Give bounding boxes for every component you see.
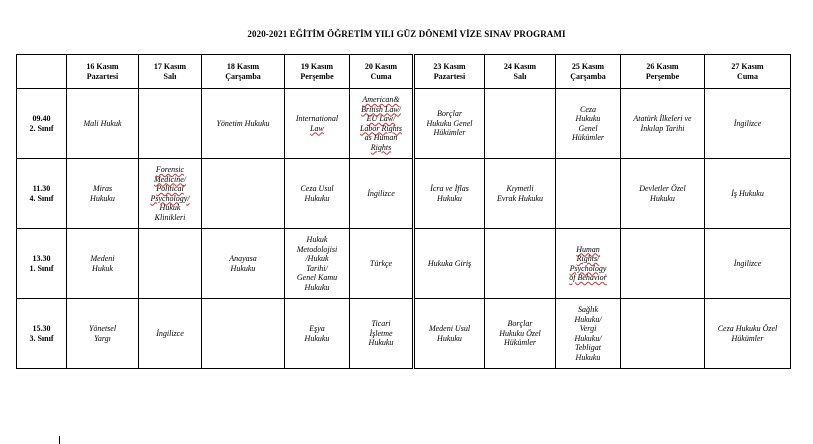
cell-line: Hukuku [575, 352, 601, 362]
time-slot-cell [17, 159, 67, 229]
cell-line: Cuma [370, 71, 392, 81]
cell-line: Atatürk İlkeleri ve [633, 114, 692, 123]
page-title: 2020-2021 EĞİTİM ÖĞRETİM YILI GÜZ DÖNEMİ VİZE SINAV PROGRAMI [247, 29, 566, 39]
table-row [17, 299, 791, 369]
cell-line: İngilizce [156, 328, 184, 338]
cell-line: Labor Rights [359, 123, 402, 133]
cell-line: Pazartesi [433, 71, 466, 81]
cell-line: 23 Kasım [433, 62, 466, 71]
cell-line: Hukuku [368, 338, 394, 348]
cell-line: Hükümler [731, 333, 764, 343]
time-slot-cell [17, 299, 67, 369]
header-row [17, 55, 791, 89]
cell-line: Pazartesi [86, 71, 119, 81]
class-label: 3. Sınıf [29, 333, 54, 343]
exam-cell [485, 229, 556, 299]
cell-line: 25 Kasım [571, 62, 605, 71]
exam-cell [202, 89, 285, 159]
table-row [17, 89, 791, 159]
exam-cell [67, 229, 139, 299]
class-label: 1. Sınıf [29, 263, 54, 273]
corner-cell [17, 55, 67, 89]
cell-line: British Law/ [361, 104, 401, 114]
exam-cell [414, 299, 485, 369]
time-label: 09.40 [32, 114, 51, 123]
cell-line: Yönetim Hukuku [216, 118, 270, 128]
exam-cell [705, 159, 791, 229]
cell-line: Ceza Usul [300, 184, 334, 193]
day-header [139, 55, 202, 89]
cell-line: Mali Hukuk [83, 118, 122, 128]
cell-line: İşletme [369, 328, 393, 338]
exam-cell [202, 159, 285, 229]
cell-line: Genel [578, 123, 598, 133]
cell-line: İngilizce [733, 118, 762, 128]
cell-line: Hukuku [575, 114, 601, 123]
exam-cell [705, 299, 791, 369]
cell-line: Türkçe [369, 258, 393, 268]
cell-line: Hukuku/ [574, 314, 602, 324]
cell-line: Medeni Usul [428, 324, 471, 333]
time-slot-cell [17, 89, 67, 159]
day-header [285, 55, 350, 89]
text-cursor [59, 436, 60, 444]
cell-line: Evrak Hukuku [497, 193, 543, 203]
exam-cell [350, 229, 414, 299]
class-label: 2. Sınıf [29, 123, 54, 133]
cell-line: Tarihi/ [306, 263, 328, 273]
cell-line: 20 Kasım [364, 62, 398, 71]
day-header [202, 55, 285, 89]
cell-line: Salı [163, 71, 177, 81]
day-header [350, 55, 414, 89]
exam-cell [67, 299, 139, 369]
cell-line: 18 Kasım [226, 62, 260, 71]
day-header [67, 55, 139, 89]
cell-line: Miras [92, 184, 113, 193]
cell-line: Anayasa [229, 254, 257, 263]
exam-cell [485, 159, 556, 229]
exam-cell [139, 159, 202, 229]
cell-line: Hukuku [230, 263, 256, 273]
cell-line: as Human [364, 133, 398, 142]
cell-line: Yargı [94, 333, 111, 343]
exam-cell [414, 229, 485, 299]
exam-cell [705, 229, 791, 299]
cell-line: Hükümler [433, 128, 466, 138]
cell-line: Kıymetli [506, 184, 534, 193]
cell-line: Medicine/ [154, 174, 186, 184]
exam-cell [202, 229, 285, 299]
exam-cell [556, 299, 621, 369]
cell-line: İş Hukuku [731, 188, 764, 198]
cell-line: Hukuku [437, 333, 462, 343]
cell-line: Rights [370, 142, 392, 152]
cell-line: Çarşamba [225, 71, 261, 81]
cell-line: Hukuku [304, 333, 330, 343]
exam-cell [285, 159, 350, 229]
cell-line: International [295, 114, 339, 123]
exam-cell [414, 159, 485, 229]
exam-cell [621, 89, 705, 159]
cell-line: Hukuku Genel [426, 118, 473, 128]
time-label: 15.30 [32, 324, 51, 333]
cell-line: Human [576, 244, 600, 254]
cell-line: Tebligat [575, 343, 601, 352]
cell-line: 24 Kasım [503, 62, 537, 71]
exam-schedule-table [16, 54, 791, 369]
cell-line: İnkılap Tarihi [640, 123, 685, 133]
exam-cell [350, 159, 414, 229]
cell-line: Hukuku [437, 193, 462, 203]
day-header [414, 55, 485, 89]
cell-line: Salı [513, 71, 527, 81]
exam-cell [202, 299, 285, 369]
exam-cell [485, 89, 556, 159]
exam-cell [285, 299, 350, 369]
cell-line: Hukuku/ [574, 333, 602, 343]
cell-line: İngilizce [367, 188, 395, 198]
table-row [17, 159, 791, 229]
cell-line: Genel Kamu [296, 273, 338, 282]
time-label: 11.30 [32, 184, 51, 193]
cell-line: Ceza [580, 104, 596, 114]
exam-cell [139, 89, 202, 159]
cell-line: Psychology/ [150, 193, 190, 203]
cell-line: 17 Kasım [153, 62, 187, 71]
exam-cell [485, 299, 556, 369]
cell-line: 27 Kasım [731, 62, 764, 71]
cell-line: 26 Kasım [646, 62, 679, 71]
cell-line: Hukuk [159, 203, 181, 212]
cell-line: Devletler Özel [639, 184, 686, 193]
cell-line: Ceza Hukuku Özel [717, 324, 778, 333]
cell-line: Medeni [90, 254, 115, 263]
cell-line: Hukuku [90, 193, 115, 203]
cell-line: Law [310, 123, 324, 133]
cell-line: 16 Kasım [86, 62, 119, 71]
cell-line: Yönetsel [88, 324, 117, 333]
cell-line: /Hukuk [305, 254, 329, 263]
class-label: 4. Sınıf [29, 193, 54, 203]
cell-line: EU Law/ [366, 114, 396, 123]
cell-line: Forensic [155, 165, 185, 174]
exam-cell [350, 299, 414, 369]
cell-line: Perşembe [645, 71, 680, 81]
exam-cell [139, 299, 202, 369]
cell-line: Hukuku [304, 193, 330, 203]
cell-line: Borçlar [437, 109, 462, 119]
cell-line: Hükümler [504, 338, 536, 348]
exam-cell [621, 299, 705, 369]
cell-line: Hukuka Giriş [427, 258, 472, 268]
exam-cell [67, 89, 139, 159]
cell-line: Metodolojisi [296, 244, 338, 254]
exam-cell [139, 229, 202, 299]
exam-cell [621, 229, 705, 299]
exam-cell [556, 229, 621, 299]
cell-line: Klinikleri [154, 212, 186, 222]
exam-cell [556, 89, 621, 159]
cell-line: İcra ve İflas [430, 184, 469, 193]
cell-line: Political [156, 184, 184, 193]
cell-line: Çarşamba [570, 71, 606, 81]
day-header [621, 55, 705, 89]
cell-line: Psychology [569, 263, 607, 273]
exam-cell [350, 89, 414, 159]
day-header [485, 55, 556, 89]
time-slot-cell [17, 229, 67, 299]
cell-line: İngilizce [733, 258, 762, 268]
cell-line: Hukuku Özel [499, 328, 541, 338]
table-row [17, 229, 791, 299]
cell-line: American& [362, 95, 400, 104]
exam-cell [556, 159, 621, 229]
cell-line: 19 Kasım [300, 62, 334, 71]
cell-line: of Behavior [569, 273, 607, 282]
cell-line: Perşembe [300, 71, 334, 81]
day-header [556, 55, 621, 89]
time-label: 13.30 [32, 254, 51, 263]
exam-cell [285, 229, 350, 299]
exam-cell [621, 159, 705, 229]
cell-line: Rights/ [576, 254, 600, 263]
cell-line: Ticari [371, 319, 391, 329]
cell-line: Cuma [737, 71, 758, 81]
cell-line: Borçlar [507, 319, 533, 329]
exam-cell [67, 159, 139, 229]
cell-line: Hukuku [650, 193, 675, 203]
exam-cell [705, 89, 791, 159]
cell-line: Hükümler [572, 133, 604, 142]
cell-line: Hukuk [306, 235, 328, 244]
cell-line: Hukuku [304, 282, 330, 292]
exam-cell [285, 89, 350, 159]
day-header [705, 55, 791, 89]
cell-line: Sağlık [578, 305, 598, 314]
cell-line: Eşya [309, 324, 325, 333]
exam-cell [414, 89, 485, 159]
cell-line: Vergi [579, 324, 597, 333]
cell-line: Hukuk [92, 263, 113, 273]
